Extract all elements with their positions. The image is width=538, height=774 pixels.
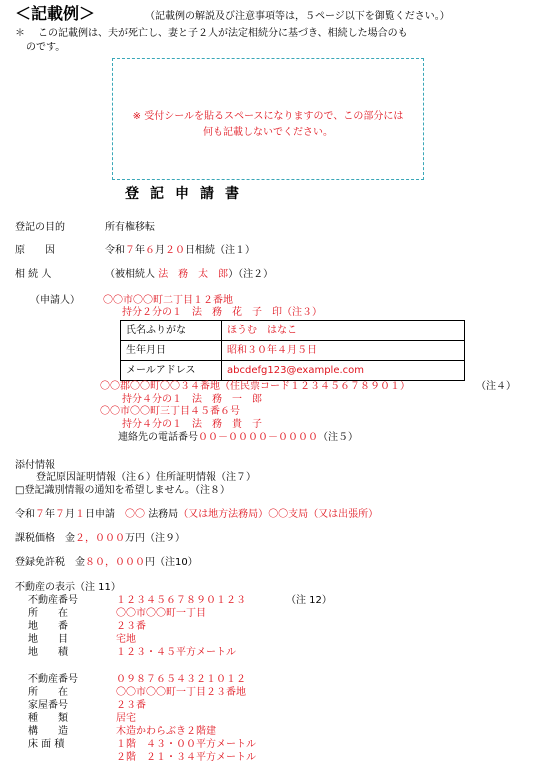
property-label: 不動産の表示（注 11）: [15, 582, 121, 593]
building-value: 居宅: [116, 713, 136, 724]
phone-line: 連絡先の電話番号００－００００－００００（注５）: [118, 432, 358, 443]
document-heading: 登記申請書: [125, 186, 250, 202]
land-value: １２３４５６７８９０１２３: [116, 595, 246, 606]
applicant-info-table: [120, 320, 465, 381]
building-label: 構 造: [28, 726, 68, 737]
attachments-line1: 登記原因証明情報（注６）住所証明情報（注７）: [36, 472, 256, 483]
applicant-share-2: 持分４分の１ 法 務 一 郎: [122, 394, 262, 405]
table-value-cell: 昭和３０年４月５日: [222, 341, 465, 361]
building-label: 所 在: [28, 687, 68, 698]
cause-value: 令和７年６月２０日相続（注１）: [105, 245, 255, 256]
cause-label: 原 因: [15, 245, 55, 256]
building-value: 木造かわらぶき２階建: [116, 726, 216, 737]
applicant-address-1: 〇〇市〇〇町二丁目１２番地: [103, 295, 233, 306]
heir-value: （被相続人 法 務 太 郎）（注２）: [105, 269, 274, 280]
applicant-share-1: 持分２分の１ 法 務 花 子 印（注３）: [122, 307, 322, 318]
building-label: 家屋番号: [28, 700, 68, 711]
table-header-cell: メールアドレス: [121, 361, 222, 381]
table-row: [121, 341, 465, 361]
land-value: １２３・４５平方メートル: [116, 647, 236, 658]
instructions-note: （記載例の解説及び注意事項等は，５ページ以下を御覧ください。）: [145, 11, 450, 22]
heir-label: 相 続 人: [15, 269, 52, 280]
building-value: ０９８７６５４３２１０１２: [116, 674, 246, 685]
building-value: ２３番: [116, 700, 146, 711]
applicant-address-3: 〇〇市〇〇町三丁目４５番６号: [100, 406, 240, 417]
table-header-cell: 氏名ふりがな: [121, 321, 222, 341]
registration-tax-line: 登録免許税 金８０，０００円（注10）: [15, 557, 198, 568]
table-row: [121, 361, 465, 381]
intro-text-line1: この記載例は、夫が死亡し、妻と子２人が法定相続分に基づき、相続した場合のも: [38, 28, 408, 39]
purpose-value: 所有権移転: [105, 222, 155, 233]
intro-text-line2: のです。: [26, 42, 66, 53]
land-value: 〇〇市〇〇町一丁目: [116, 608, 206, 619]
table-value-cell: ほうむ はなこ: [222, 321, 465, 341]
attachments-line2: □登記識別情報の通知を希望しません。（注８）: [15, 485, 231, 496]
sticker-note-line2: 何も記載しないでください。: [203, 127, 333, 138]
land-value: ２３番: [116, 621, 146, 632]
land-label: 所 在: [28, 608, 68, 619]
building-label: 種 類: [28, 713, 68, 724]
building-label: 床 面 積: [28, 739, 65, 750]
land-label: 地 積: [28, 647, 68, 658]
table-row: [121, 321, 465, 341]
building-value: 〇〇市〇〇町一丁目２３番地: [116, 687, 246, 698]
purpose-label: 登記の目的: [15, 222, 65, 233]
building-label: 不動産番号: [28, 674, 78, 685]
land-value: 宅地: [116, 634, 136, 645]
table-header-cell: 生年月日: [121, 341, 222, 361]
land-label: 不動産番号: [28, 595, 78, 606]
reception-sticker-area: [112, 58, 424, 180]
attachments-label: 添付情報: [15, 460, 55, 471]
building-value: １階 ４３・００平方メートル: [116, 739, 256, 750]
table-value-cell: abcdefg123@example.com: [222, 361, 465, 381]
note-12: （注 12）: [286, 595, 332, 606]
note-4: （注４）: [476, 381, 516, 392]
applicant-address-2: 〇〇郡〇〇町〇〇３４番地（住民票コード１２３４５６７８９０１）: [100, 381, 410, 392]
applicant-share-3: 持分４分の１ 法 務 貴 子: [122, 419, 262, 430]
applicant-label: （申請人）: [30, 295, 80, 306]
sticker-note-line1: ※ 受付シールを貼るスペースになりますので、この部分には: [132, 111, 404, 122]
example-title: ＜記載例＞: [15, 4, 96, 23]
land-label: 地 番: [28, 621, 68, 632]
land-label: 地 目: [28, 634, 68, 645]
star-mark: ＊: [15, 28, 25, 39]
application-line: 令和７年７月１日申請 〇〇 法務局（又は地方法務局）〇〇支局（又は出張所）: [15, 509, 379, 520]
building-value: ２階 ２１・３４平方メートル: [116, 752, 256, 763]
tax-base-line: 課税価格 金２，０００万円（注９）: [15, 533, 185, 544]
